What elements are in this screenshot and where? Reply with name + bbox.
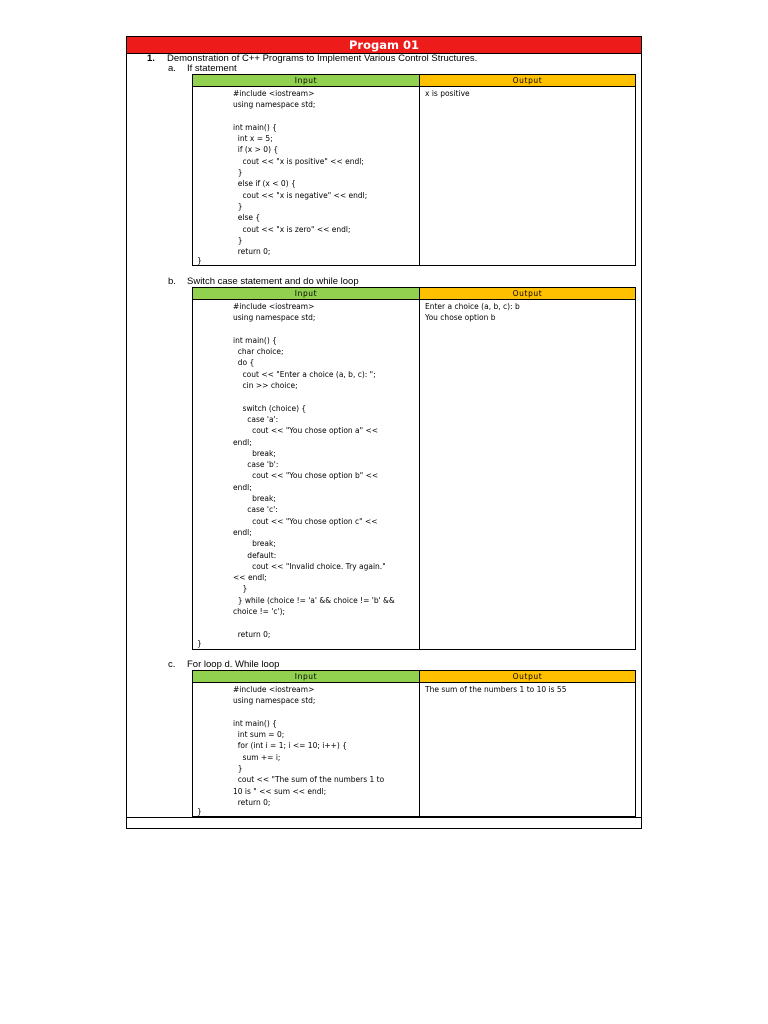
section-a-table xyxy=(192,74,636,266)
section-c-closing-brace: } xyxy=(197,807,202,816)
section-c-table xyxy=(192,670,636,817)
item-heading: Demonstration of C++ Programs to Implement Various Control Structures. xyxy=(167,53,478,64)
section-a-output: x is positive xyxy=(425,89,470,98)
section-c-output: The sum of the numbers 1 to 10 is 55 xyxy=(425,685,567,694)
footer-rule xyxy=(127,817,641,818)
section-a-closing-brace: } xyxy=(197,256,202,265)
output-header: Output xyxy=(420,288,635,300)
output-header: Output xyxy=(420,671,635,683)
section-c-code: #include <iostream> using namespace std; int main() { int sum = 0; for (int i = 1; i <= 10; i++) { sum += i; } cout << "The sum of the numbers 1 to 10 is " << sum << endl; return 0; xyxy=(233,685,385,807)
section-b-title: Switch case statement and do while loop xyxy=(187,276,359,287)
section-a-code: #include <iostream> using namespace std; int main() { int x = 5; if (x > 0) { cout << "x is positive" << endl; } else if (x < 0) { cout << "x is negative" << endl; } else { cout << "x is zero" << endl; } return 0; xyxy=(233,89,368,257)
input-header: Input xyxy=(193,288,420,300)
program-title: Progam 01 xyxy=(127,37,641,54)
section-b-label: b. xyxy=(168,276,176,287)
column-divider xyxy=(419,300,420,649)
item-number: 1. xyxy=(147,53,155,64)
section-c-label: c. xyxy=(168,659,176,670)
section-a-title: If statement xyxy=(187,63,237,74)
section-a-label: a. xyxy=(168,63,176,74)
output-header: Output xyxy=(420,75,635,87)
section-c-title: For loop d. While loop xyxy=(187,659,280,670)
column-divider xyxy=(419,87,420,265)
section-b-output: Enter a choice (a, b, c): b You chose option b xyxy=(425,302,520,323)
input-header: Input xyxy=(193,75,420,87)
section-b-table xyxy=(192,287,636,650)
program-sheet xyxy=(126,36,642,829)
section-b-code: #include <iostream> using namespace std; int main() { char choice; do { cout << "Enter a choice (a, b, c): "; cin >> choice; switch (choice) { case 'a': cout << "You chose option a" << endl; break; case 'b': cout << "You chose option b" << endl; break; case 'c': cout << "You chose option c" << endl; break; default: cout << "Invalid choice. Try again." << endl; } } while (choice != 'a' && choice != 'b' && choice != 'c'); return 0; xyxy=(233,302,395,639)
input-header: Input xyxy=(193,671,420,683)
column-divider xyxy=(419,683,420,816)
section-b-closing-brace: } xyxy=(197,639,202,648)
